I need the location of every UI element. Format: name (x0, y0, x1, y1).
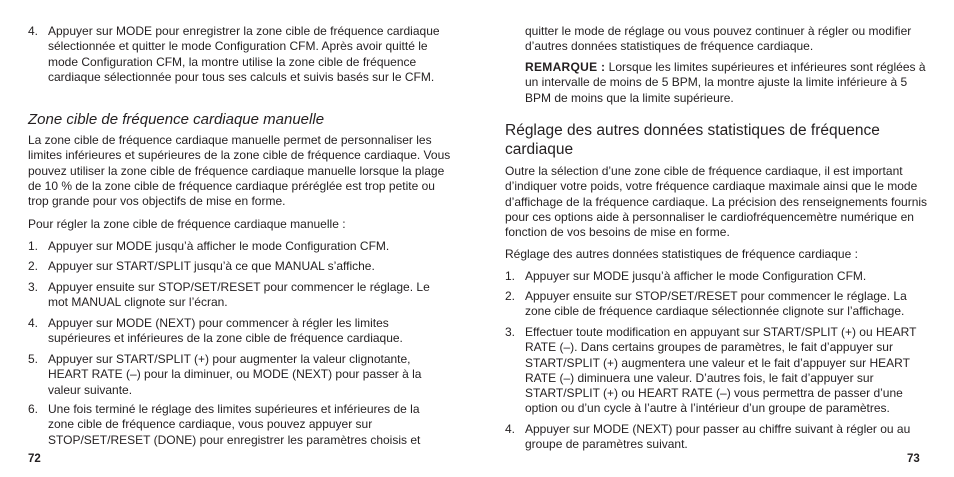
item-text: Appuyer sur MODE jusqu’à afficher le mode Configuration CFM. (525, 269, 867, 283)
item-number: 4. (505, 422, 516, 436)
section-heading: Réglage des autres données statistiques de fréquence cardiaque (505, 122, 880, 158)
item-number: 1. (505, 269, 516, 283)
item-number: 5. (28, 352, 39, 366)
intro-paragraph: Outre la sélection d’une zone cible de fréquence cardiaque, il est important d’indiquer votre poids, votre fréquence cardiaque maximale ainsi que le mode d’affichage de la fréquence cardiaque. La précision des renseignements fournis pour ces options aide à personnaliser le cardiofréquencemètre numérique en fonction de vos besoins de mise en forme. (505, 164, 928, 240)
intro-paragraph: La zone cible de fréquence cardiaque manuelle permet de personnaliser les limites inférieures et supérieures de la zone cible de fréquence cardiaque. Vous pouvez utiliser la zone cible de fréquence cardiaque manuelle lorsque la plage de 10 % de la zone cible de fréquence cardiaque préréglée est trop petite ou trop grande pour vos objectifs de mise en forme. (28, 133, 451, 209)
item-number: 3. (28, 280, 39, 294)
item-text: Effectuer toute modification en appuyant sur START/SPLIT (+) ou HEART RATE (–). Dans certains groupes de paramètres, le fait d’appuyer sur START/SPLIT (+) augmentera une valeur et le fait d’appuyer sur HEART RATE (–) diminuera une valeur. D’autres fois, le fait d’appuyer sur START/SPLIT (+) ou HEART RATE (–) vous permettra de passer d’une option ou d’un cycle à l’autre à l’intérieur d’un groupe de paramètres. (525, 325, 917, 416)
item-text: Appuyer ensuite sur STOP/SET/RESET pour commencer le réglage. Le mot MANUAL clignote sur l’écran. (48, 280, 430, 310)
section-heading: Zone cible de fréquence cardiaque manuelle (28, 111, 325, 128)
item-text: Une fois terminé le réglage des limites supérieures et inférieures de la zone cible de fréquence cardiaque, vous pouvez appuyer sur STOP/SET/RESET (DONE) pour enregistrer les paramètres choisis et (48, 402, 421, 447)
item-text: Appuyer sur START/SPLIT jusqu’à ce que MANUAL s’affiche. (48, 259, 375, 273)
remark-label: REMARQUE : (525, 60, 606, 74)
item-text: Appuyer ensuite sur STOP/SET/RESET pour commencer le réglage. La zone cible de fréquence cardiaque sélectionnée clignote sur l’affichage. (525, 289, 907, 319)
right-page (477, 0, 954, 477)
item-text: Appuyer sur MODE jusqu’à afficher le mode Configuration CFM. (48, 239, 390, 253)
item-text: Appuyer sur MODE (NEXT) pour commencer à régler les limites supérieures et inférieures de la zone cible de fréquence cardiaque. (48, 316, 403, 346)
item-number: 1. (28, 239, 39, 253)
item-number: 4. (28, 316, 39, 330)
remark-note (525, 60, 935, 106)
item-text: Appuyer sur START/SPLIT (+) pour augmenter la valeur clignotante, HEART RATE (–) pour la diminuer, ou MODE (NEXT) pour passer à la valeur suivante. (48, 352, 422, 397)
item-text: Appuyer sur MODE (NEXT) pour passer au chiffre suivant à régler ou au groupe de paramètres suivant. (525, 422, 911, 452)
item-number: 4. (28, 24, 39, 38)
remark-text: Lorsque les limites supérieures et inférieures sont réglées à un intervalle de moins de 5 BPM, la montre ajuste la limite inférieure à 5 BPM de moins que la limite supérieure. (525, 60, 926, 105)
item-number: 2. (505, 289, 516, 303)
continuation-text: quitter le mode de réglage ou vous pouvez continuer à régler ou modifier d’autres données statistiques de fréquence cardiaque. (525, 24, 912, 54)
item-number: 3. (505, 325, 516, 339)
item-number: 6. (28, 402, 39, 416)
item-text: Appuyer sur MODE pour enregistrer la zone cible de fréquence cardiaque sélectionnée et quitter le mode Configuration CFM. Après avoir quitté le mode Configuration CFM, la montre utilise la zone cible de fréquence cardiaque sélectionnée pour tous ses calculs et suivis basés sur le CFM. (48, 24, 440, 84)
page-number: 73 (907, 453, 920, 465)
item-number: 2. (28, 259, 39, 273)
lead-paragraph: Pour régler la zone cible de fréquence cardiaque manuelle : (28, 217, 346, 231)
page-number: 72 (28, 453, 41, 465)
lead-paragraph: Réglage des autres données statistiques de fréquence cardiaque : (505, 247, 858, 261)
